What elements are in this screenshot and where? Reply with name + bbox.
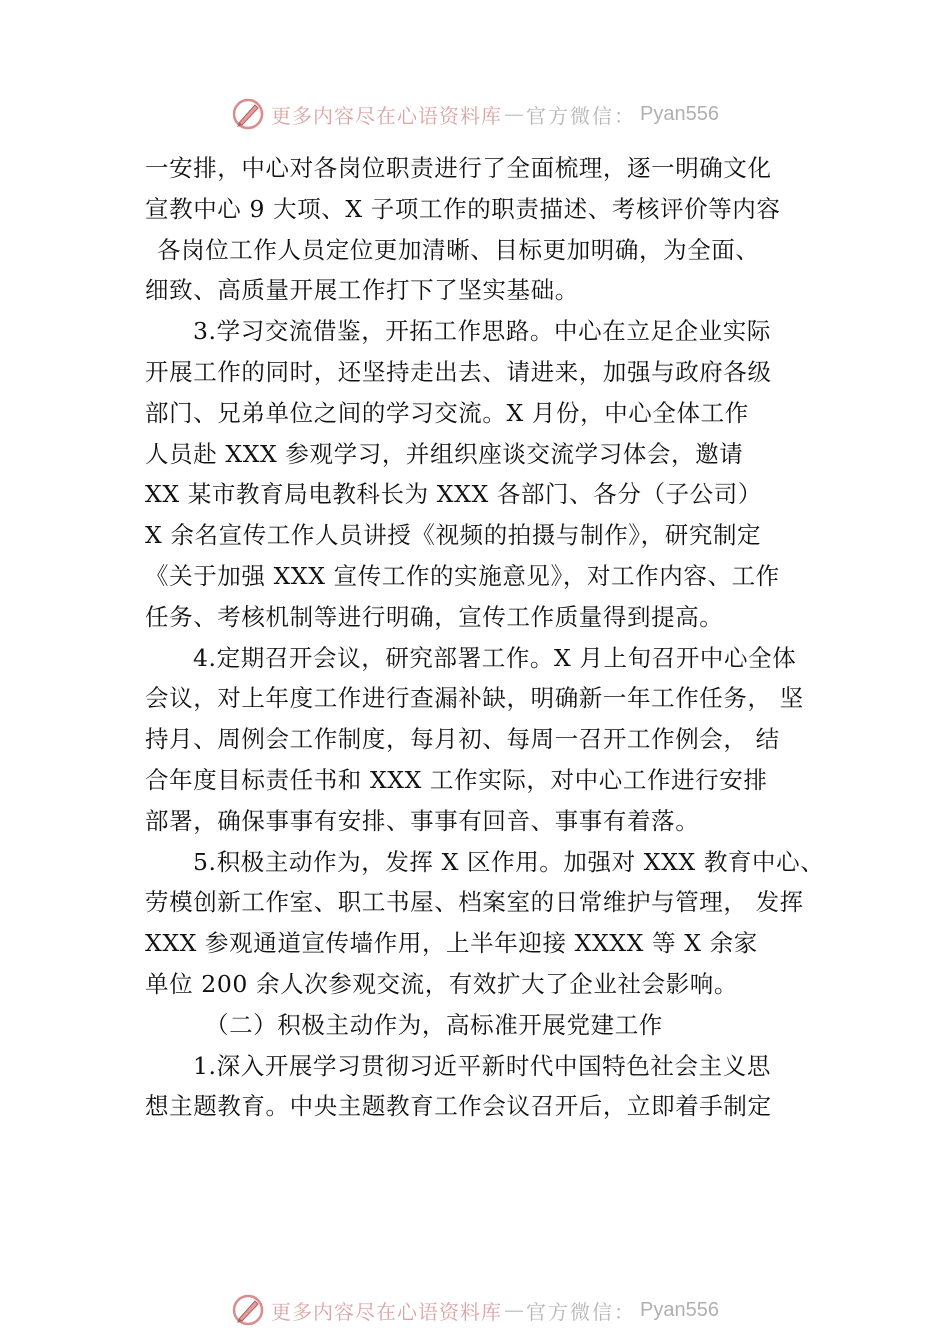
text-line: 想主题教育。中央主题教育工作会议召开后，立即着手制定 — [145, 1092, 772, 1121]
text-line: X 余名宣传工作人员讲授《视频的拍摄与制作》，研究制定 — [145, 521, 762, 550]
text-line: 宣教中心 9 大项、X 子项工作的职责描述、考核评价等内容 — [145, 194, 781, 223]
text-line: 开展工作的同时，还坚持走出去、请进来，加强与政府各级 — [145, 357, 772, 386]
text-line: 各岗位工作人员定位更加清晰、目标更加明确，为全面、 — [157, 235, 760, 264]
watermark-dash: — — [504, 1298, 525, 1322]
text-line: 会议，对上年度工作进行查漏补缺，明确新一年工作任务， 坚 — [145, 684, 804, 713]
text-line: 单位 200 余人次参观交流，有效扩大了企业社会影响。 — [145, 969, 738, 998]
text-line: 部门、兄弟单位之间的学习交流。X 月份，中心全体工作 — [145, 398, 749, 427]
watermark-footer — [0, 1290, 950, 1330]
paragraph-heading: 5.积极主动作为，发挥 X 区作用。加强对 XXX 教育中心、 — [193, 847, 825, 876]
watermark-id: Pyan556 — [640, 1298, 719, 1321]
text-line: XXX 参观通道宣传墙作用，上半年迎接 XXXX 等 X 余家 — [145, 929, 758, 958]
document-body — [145, 148, 825, 1127]
text-line: XX 某市教育局电教科长为 XXX 各部门、各分（子公司） — [145, 480, 762, 509]
text-line: 任务、考核机制等进行明确，宣传工作质量得到提高。 — [145, 602, 724, 631]
watermark-dash: — — [504, 102, 525, 126]
section-heading: （二）积极主动作为，高标准开展党建工作 — [205, 1010, 663, 1039]
text-line: 合年度目标责任书和 XXX 工作实际，对中心工作进行安排 — [145, 765, 768, 794]
watermark-header — [0, 94, 950, 134]
text-line: 人员赴 XXX 参观学习，并组织座谈交流学习体会，邀请 — [145, 439, 744, 468]
text-line: 劳模创新工作室、职工书屋、档案室的日常维护与管理， 发挥 — [145, 888, 804, 917]
pen-logo-icon — [231, 1293, 265, 1327]
watermark-brand: 更多内容尽在心语资料库 — [271, 103, 503, 128]
paragraph-heading: 4.定期召开会议，研究部署工作。X 月上旬召开中心全体 — [193, 643, 797, 672]
paragraph-heading: 1.深入开展学习贯彻习近平新时代中国特色社会主义思 — [193, 1051, 771, 1080]
watermark-label: 官方微信： — [526, 103, 637, 128]
text-line: 部署，确保事事有安排、事事有回音、事事有着落。 — [145, 806, 700, 835]
watermark-label: 官方微信： — [526, 1299, 637, 1324]
pen-logo-icon — [231, 97, 265, 131]
text-line: 细致、高质量开展工作打下了坚实基础。 — [145, 276, 579, 305]
watermark-brand: 更多内容尽在心语资料库 — [271, 1299, 503, 1324]
text-line: 《关于加强 XXX 宣传工作的实施意见》，对工作内容、工作 — [145, 561, 780, 590]
watermark-id: Pyan556 — [640, 102, 719, 125]
paragraph-heading: 3.学习交流借鉴，开拓工作思路。中心在立足企业实际 — [193, 317, 771, 346]
text-line: 持月、周例会工作制度，每月初、每周一召开工作例会， 结 — [145, 725, 780, 754]
text-line: 一安排，中心对各岗位职责进行了全面梳理，逐一明确文化 — [145, 154, 772, 182]
